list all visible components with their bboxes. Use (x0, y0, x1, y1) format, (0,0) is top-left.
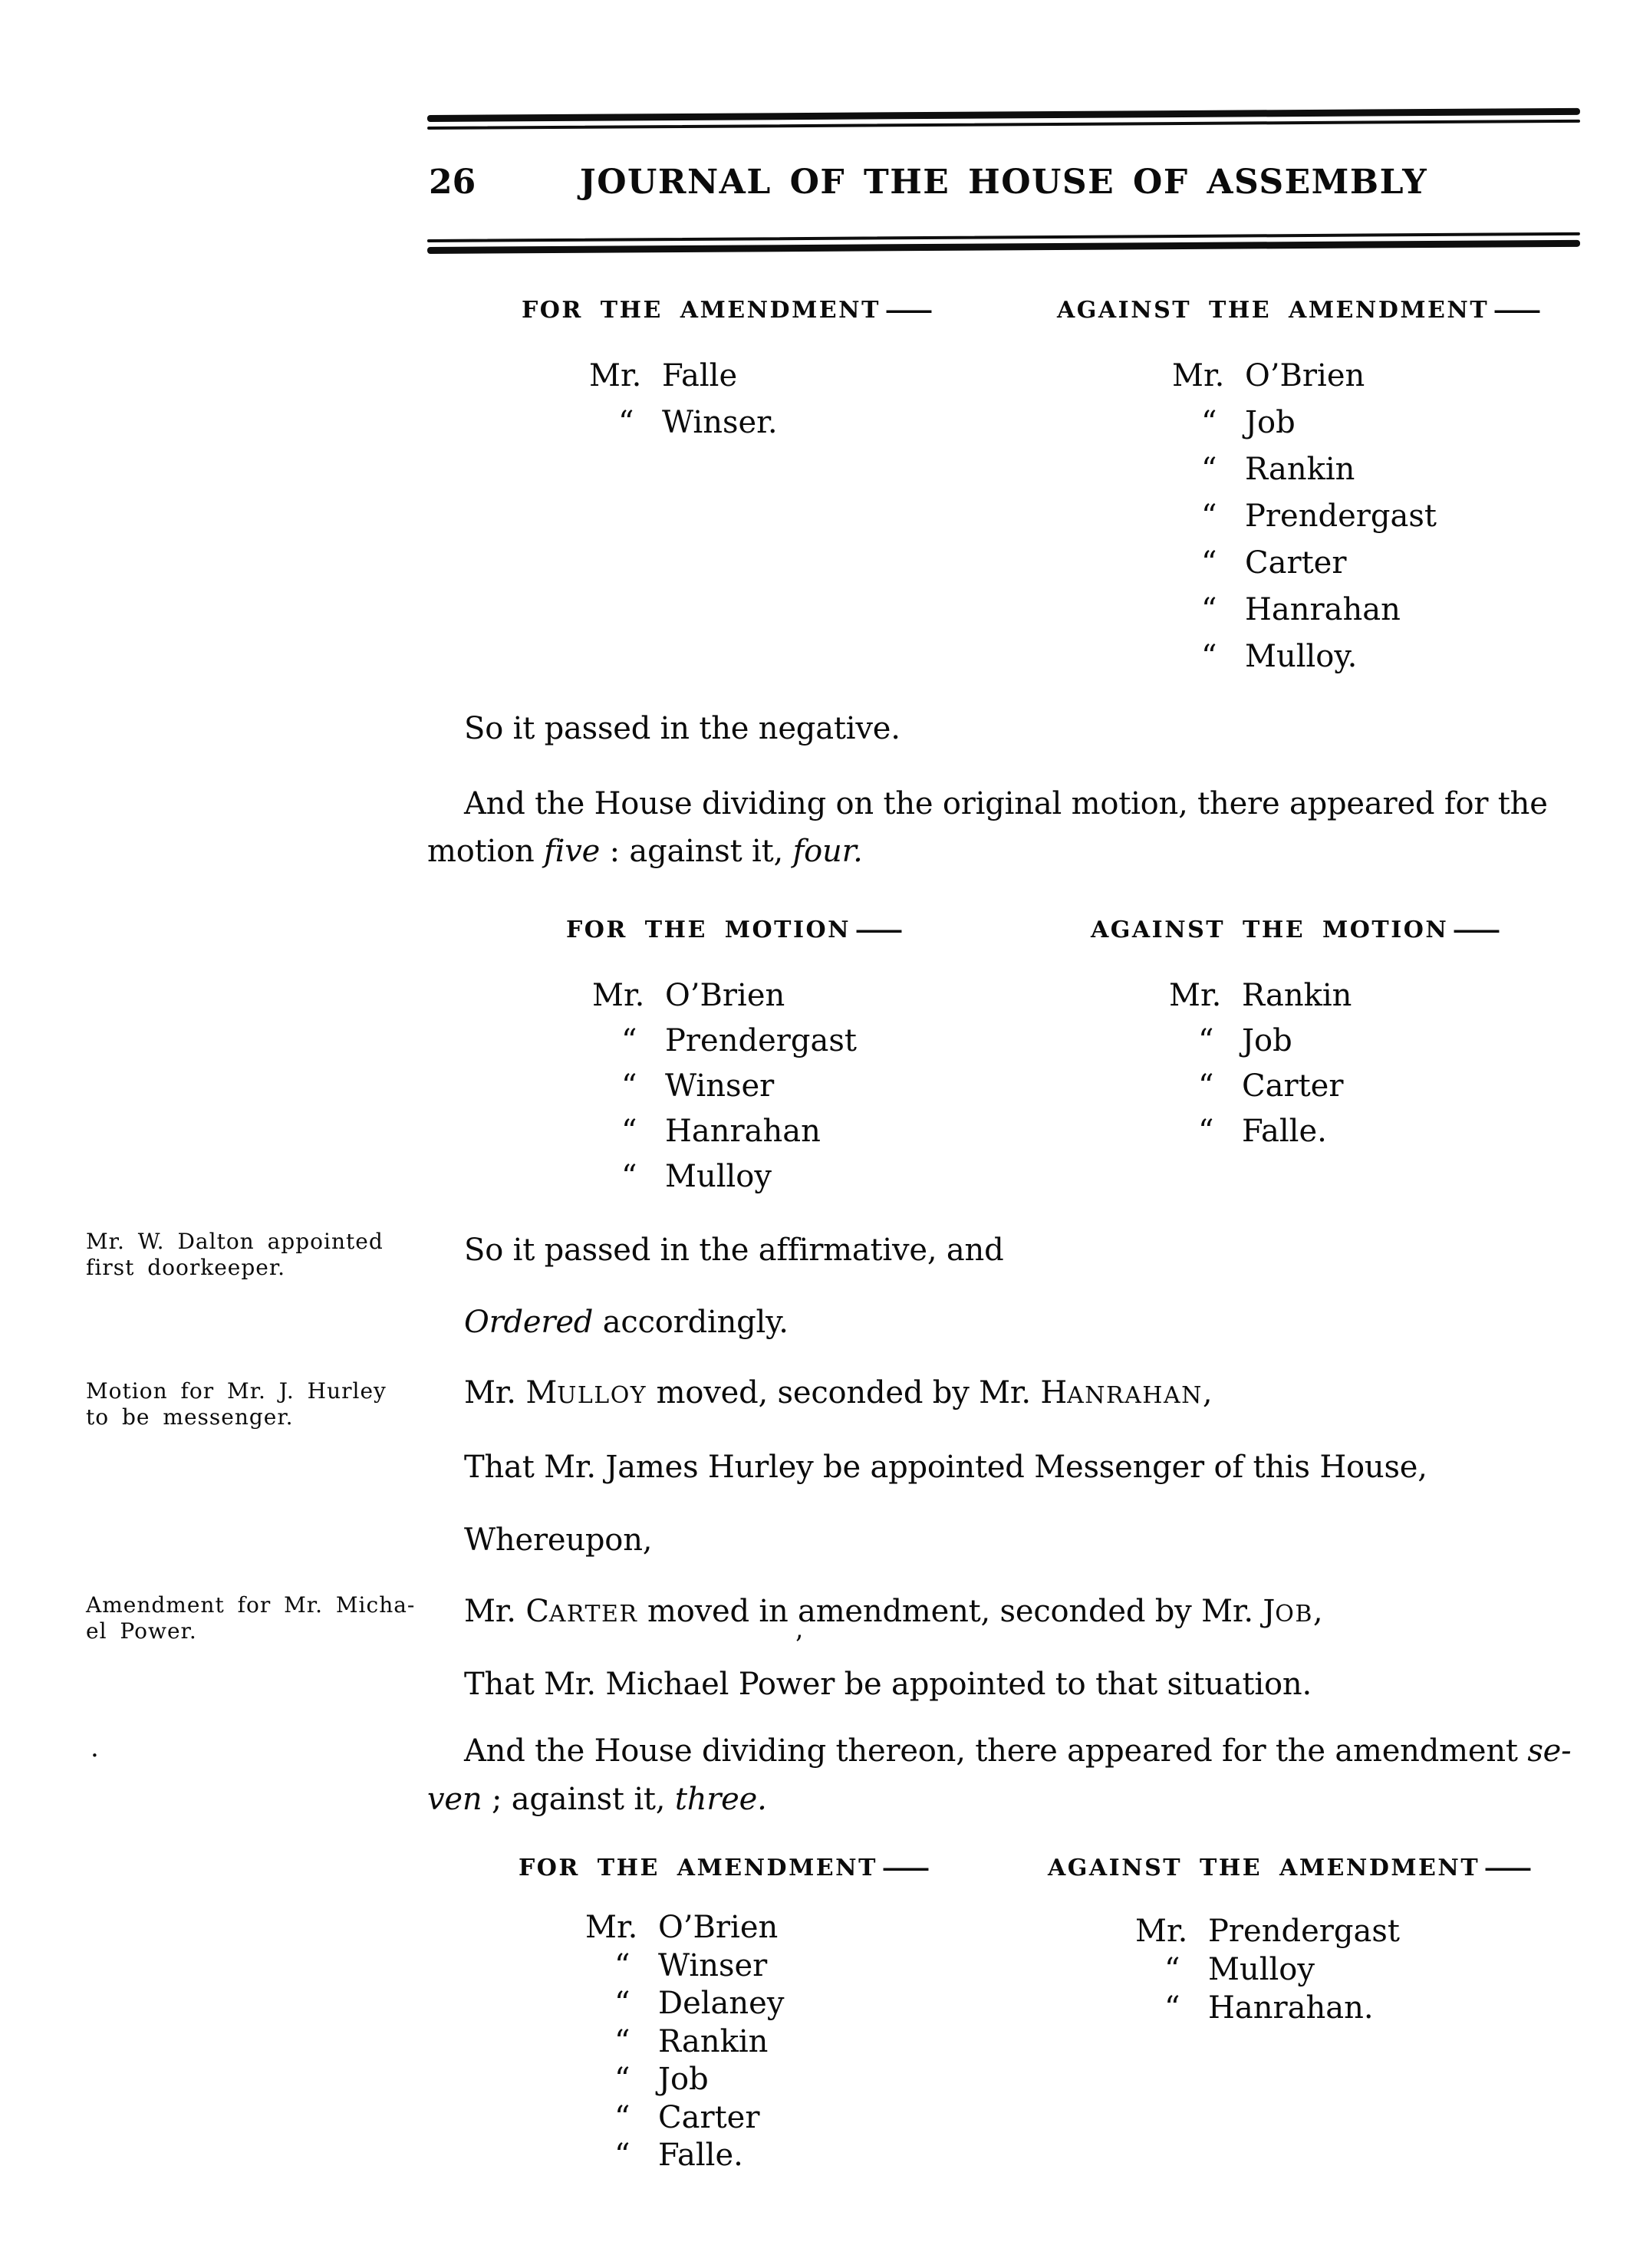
member-prefix: “ (621, 1068, 637, 1104)
text-run-smallcaps: ULLOY (557, 1382, 647, 1409)
paragraph-line: And the House dividing on the original motion, there appeared for the (464, 786, 1548, 821)
header-label: AGAINST THE AMENDMENT (1048, 1855, 1480, 1881)
rule-line (427, 120, 1580, 130)
margin-note-line: el Power. (86, 1618, 197, 1644)
text-run-italic: se- (1527, 1733, 1572, 1769)
member-prefix: “ (621, 1159, 637, 1194)
member-name: Hanrahan. (1208, 1990, 1374, 2026)
header-dash: — (854, 917, 909, 943)
text-run: And the House dividing thereon, there appeared for the amendment (464, 1733, 1528, 1769)
member-row (1169, 980, 1352, 1011)
ink-stray-apostrophe: ’ (795, 1630, 803, 1661)
member-row (585, 2140, 743, 2171)
member-prefix: Mr. (1172, 358, 1225, 393)
text-run: moved, seconded by Mr. H (647, 1375, 1068, 1411)
margin-note-line: Amendment for Mr. Micha- (86, 1592, 416, 1618)
header-dash: — (1451, 917, 1506, 943)
member-prefix: “ (1201, 639, 1217, 674)
member-name: Job (658, 2062, 709, 2097)
member-name: Mulloy (1208, 1952, 1315, 1987)
text-run-italic: Ordered (464, 1305, 594, 1340)
member-row (585, 1950, 767, 1981)
member-row (1172, 594, 1401, 625)
member-row (585, 1912, 778, 1943)
for-motion-header (566, 917, 909, 943)
for-amendment-header (522, 297, 939, 324)
header-bottom-rule (427, 232, 1580, 254)
text-run: Mr. M (464, 1375, 558, 1411)
member-prefix: Mr. (1135, 1914, 1188, 1949)
member-name: Falle (662, 358, 738, 393)
member-name: Delaney (658, 1986, 785, 2021)
member-prefix: “ (1201, 405, 1217, 440)
header-dash: — (883, 297, 939, 324)
member-prefix: Mr. (592, 978, 645, 1013)
member-name: Falle. (658, 2138, 743, 2173)
member-row (589, 360, 737, 391)
header-label: FOR THE MOTION (566, 917, 851, 943)
member-row (592, 980, 785, 1011)
member-name: Job (1245, 405, 1296, 440)
paragraph-line (427, 1784, 767, 1815)
text-run: , (1202, 1375, 1213, 1411)
member-row (1172, 501, 1437, 532)
member-row (592, 1025, 857, 1056)
against-motion-header (1091, 917, 1506, 943)
header-label: FOR THE AMENDMENT (519, 1855, 877, 1881)
header-label: AGAINST THE MOTION (1091, 917, 1449, 943)
member-row (1169, 1025, 1292, 1056)
member-prefix: “ (614, 1948, 631, 1983)
margin-note-hurley (86, 1378, 387, 1430)
paragraph-mulloy-moved (464, 1375, 1213, 1411)
header-dash: — (1492, 297, 1547, 324)
member-prefix: “ (614, 2100, 631, 2135)
member-row (1172, 360, 1365, 391)
member-prefix: “ (1164, 1952, 1180, 1987)
text-run: Mr. C (464, 1594, 549, 1629)
paragraph-line (427, 836, 863, 867)
member-prefix: “ (614, 2024, 631, 2059)
text-run-italic: four. (792, 834, 863, 869)
member-name: Prendergast (665, 1023, 857, 1058)
member-prefix: “ (614, 2138, 631, 2173)
header-label: AGAINST THE AMENDMENT (1057, 297, 1490, 324)
member-row (592, 1068, 775, 1104)
member-row (1135, 1990, 1374, 2026)
member-name: Falle. (1242, 1114, 1327, 1149)
header-dash: — (1483, 1855, 1538, 1881)
member-prefix: “ (1198, 1068, 1214, 1104)
margin-note-line: to be messenger. (86, 1404, 294, 1430)
against-amendment-header (1057, 297, 1547, 324)
text-run: : against it, (600, 834, 793, 869)
member-prefix: “ (621, 1023, 637, 1058)
member-prefix: “ (1201, 499, 1217, 534)
member-name: O’Brien (1245, 358, 1365, 393)
page-title: JOURNAL OF THE HOUSE OF ASSEMBLY (579, 163, 1428, 202)
member-row (592, 1161, 772, 1192)
paragraph-carter-moved (464, 1596, 1322, 1627)
member-name: Prendergast (1208, 1914, 1400, 1949)
header-dash: — (880, 1855, 936, 1881)
member-row (1135, 1916, 1400, 1947)
member-prefix: “ (1198, 1114, 1214, 1149)
text-run-italic: five (544, 834, 601, 869)
margin-note-line: Motion for Mr. J. Hurley (86, 1378, 387, 1404)
member-prefix: “ (614, 1986, 631, 2021)
member-row (1172, 454, 1355, 485)
member-prefix: “ (1201, 545, 1217, 581)
member-name: Hanrahan (665, 1114, 821, 1149)
member-name: Mulloy (665, 1159, 772, 1194)
margin-note-dalton (86, 1229, 384, 1281)
member-row (1172, 641, 1357, 672)
member-row (592, 1116, 821, 1147)
paragraph-whereupon: Whereupon, (464, 1522, 653, 1558)
member-name: O’Brien (665, 978, 785, 1013)
member-row (589, 407, 778, 438)
member-name: Mulloy. (1245, 639, 1358, 674)
paragraph-james-hurley: That Mr. James Hurley be appointed Messenger of this House, (464, 1450, 1427, 1485)
member-name: Carter (1242, 1068, 1344, 1104)
member-prefix: “ (621, 1114, 637, 1149)
member-name: Job (1242, 1023, 1292, 1058)
paragraph-ordered (464, 1307, 789, 1338)
member-row (1169, 1116, 1327, 1147)
page-number: 26 (429, 163, 476, 202)
for-amendment-header (519, 1855, 936, 1881)
member-row (1172, 545, 1347, 581)
margin-note-line: first doorkeeper. (86, 1255, 286, 1280)
member-name: Carter (658, 2100, 760, 2135)
margin-note-line: Mr. W. Dalton appointed (86, 1229, 384, 1254)
member-prefix: “ (1164, 1990, 1180, 2026)
against-amendment-header (1048, 1855, 1538, 1881)
text-run-italic: three. (674, 1782, 767, 1817)
member-name: Rankin (658, 2024, 769, 2059)
member-name: Winser. (662, 405, 778, 440)
member-row (585, 2026, 768, 2057)
member-row (585, 1988, 784, 2019)
member-name: Prendergast (1245, 499, 1437, 534)
member-name: O’Brien (658, 1910, 779, 1945)
member-name: Rankin (1245, 452, 1355, 487)
ink-stray-period: . (91, 1733, 99, 1763)
paragraph-affirmative: So it passed in the affirmative, and (464, 1233, 1004, 1268)
member-prefix: “ (1201, 592, 1217, 627)
member-row (585, 2102, 759, 2133)
text-run-smallcaps: ANRAHAN (1067, 1382, 1203, 1409)
member-name: Rankin (1242, 978, 1352, 1013)
paragraph-michael-power: That Mr. Michael Power be appointed to that situation. (464, 1667, 1312, 1702)
member-prefix: Mr. (589, 358, 642, 393)
text-run-italic: ven (427, 1782, 482, 1817)
text-run-smallcaps: OB (1275, 1601, 1313, 1628)
text-run: ; against it, (482, 1782, 675, 1817)
text-run: motion (427, 834, 545, 869)
member-name: Winser (658, 1948, 768, 1983)
text-run: moved in amendment, seconded by Mr. J (637, 1594, 1276, 1629)
member-prefix: “ (1198, 1023, 1214, 1058)
margin-note-power (86, 1592, 415, 1644)
rule-line (427, 240, 1580, 254)
header-label: FOR THE AMENDMENT (522, 297, 881, 324)
member-prefix: “ (1201, 452, 1217, 487)
member-name: Carter (1245, 545, 1347, 581)
paragraph-negative: So it passed in the negative. (464, 711, 901, 746)
member-prefix: “ (614, 2062, 631, 2097)
text-run: accordingly. (593, 1305, 789, 1340)
member-row (1169, 1068, 1344, 1104)
member-prefix: Mr. (1169, 978, 1222, 1013)
text-run-smallcaps: ARTER (548, 1601, 638, 1628)
member-row (585, 2064, 709, 2095)
member-prefix: Mr. (585, 1910, 638, 1945)
member-prefix: “ (618, 405, 634, 440)
text-run: , (1312, 1594, 1323, 1629)
member-name: Winser (665, 1068, 775, 1104)
member-row (1172, 407, 1296, 438)
member-row (1135, 1954, 1315, 1985)
header-top-rule (427, 108, 1580, 130)
member-name: Hanrahan (1245, 592, 1401, 627)
paragraph-line (464, 1733, 1572, 1769)
